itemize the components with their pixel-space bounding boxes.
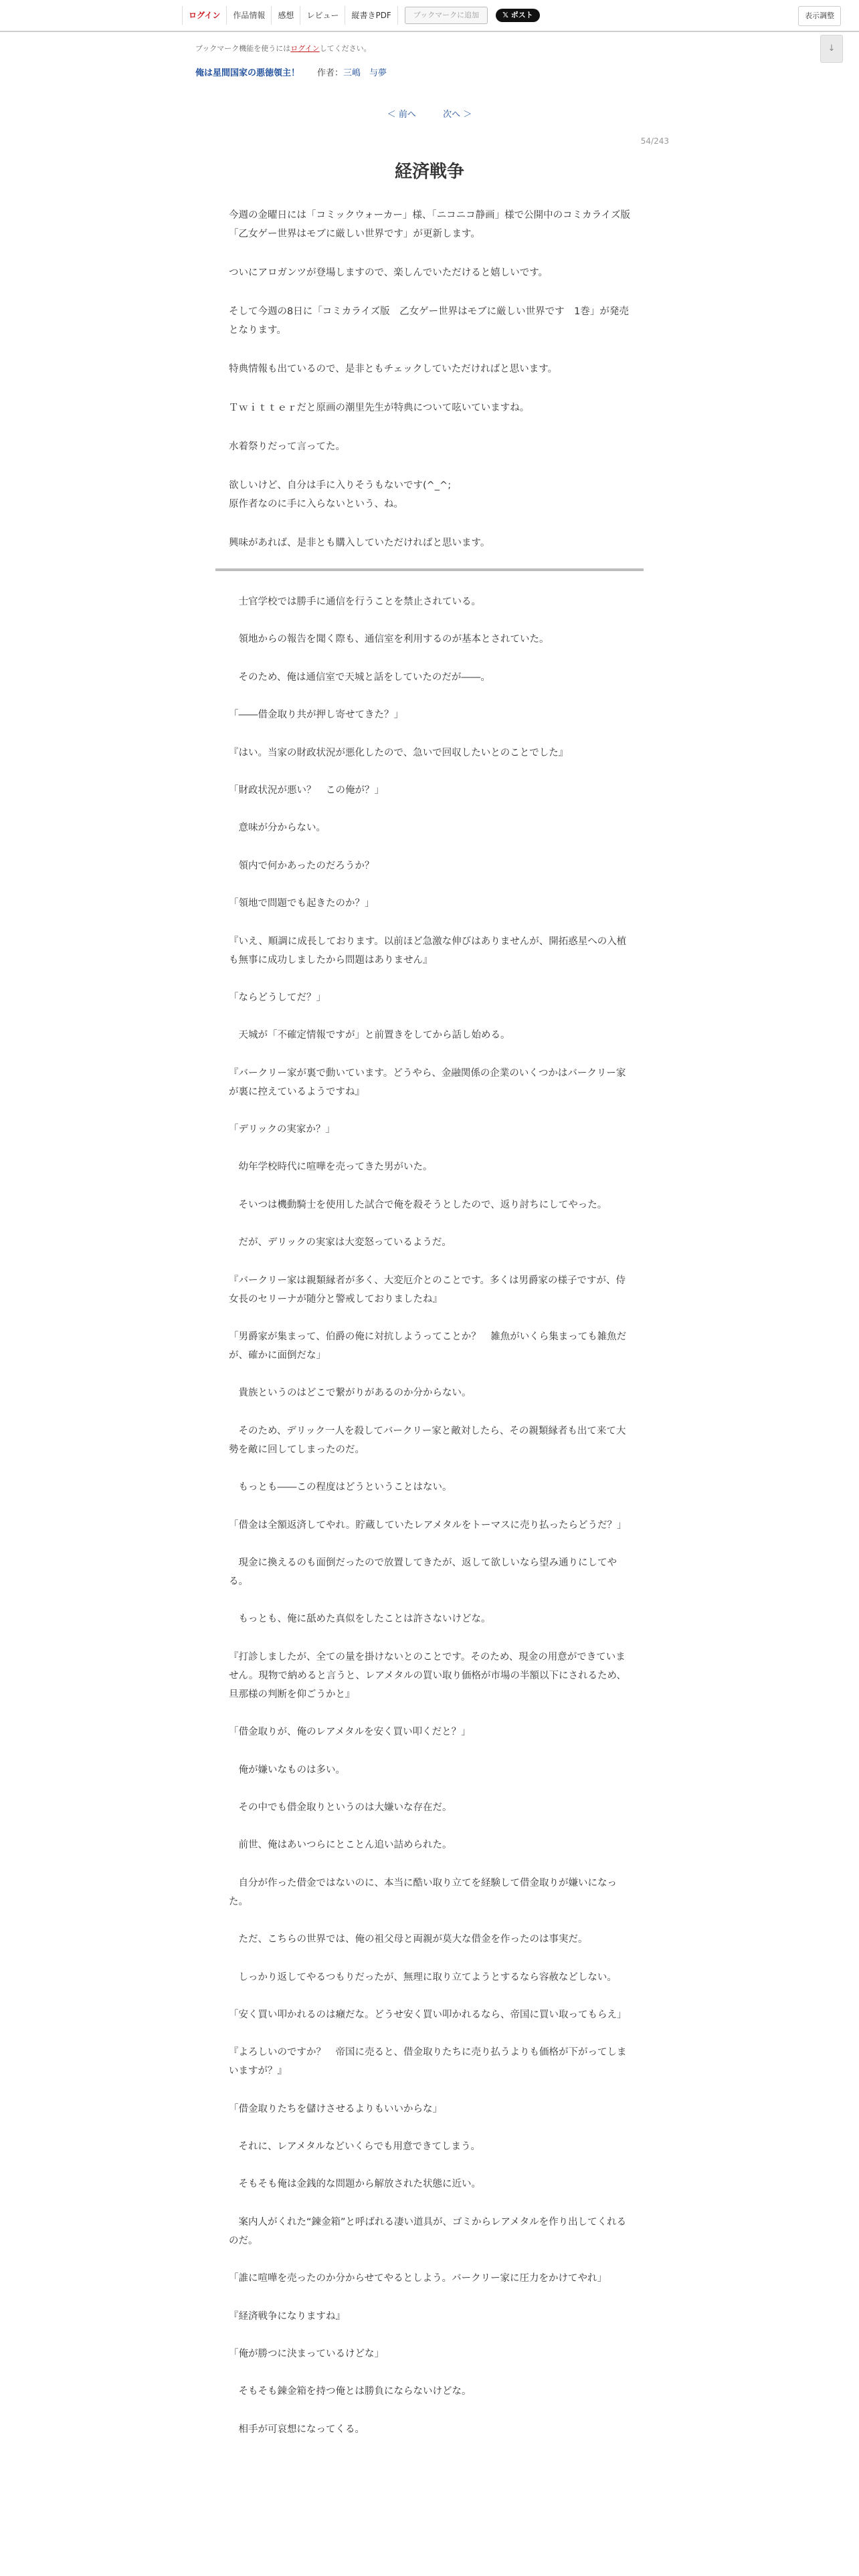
preface-paragraph: 興味があれば、是非とも購入していただければと思います。 <box>229 538 490 548</box>
body-paragraph: 案内人がくれた“錬金箱”と呼ばれる凄い道具が、ゴミからレアメタルを作り出してくれるのだ。 <box>229 2216 627 2246</box>
add-bookmark-button[interactable]: ブックマークに追加 <box>405 7 488 24</box>
body-paragraph: そいつは機動騎士を使用した試合で俺を殺そうとしたので、返り討ちにしてやった。 <box>229 1199 607 1210</box>
chapter-body <box>229 593 630 2458</box>
body-paragraph: だが、デリックの実家は大変怒っているようだ。 <box>229 1237 452 1249</box>
work-info-link[interactable]: 作品情報 <box>226 6 271 25</box>
episode-counter: 54/243 <box>640 136 669 146</box>
prev-episode-link[interactable]: ＜ 前へ <box>387 110 416 120</box>
body-paragraph: もっとも、俺に舐めた真似をしたことは許さないけどな。 <box>229 1614 491 1625</box>
body-paragraph: 「ならどうしてだ？」 <box>229 992 326 1003</box>
body-paragraph: しっかり返してやるつもりだったが、無理に取り立てようとするなら容赦などしない。 <box>229 1971 617 1983</box>
body-paragraph: ただ、こちらの世界では、俺の祖父母と両親が莫大な借金を作ったのは事実だ。 <box>229 1934 588 1945</box>
body-paragraph: 領内で何かあったのだろうか？ <box>229 860 375 871</box>
body-paragraph: 「借金は全額返済してやれ。貯蔵していたレアメタルをトーマスに売り払ったらどうだ？」 <box>229 1519 627 1531</box>
preface-divider <box>215 568 644 571</box>
body-paragraph: そのため、デリック一人を殺してバークリー家と敵対したら、その親類縁者も出て来て大勢を敵に回してしまったのだ。 <box>229 1425 626 1455</box>
body-paragraph: 「借金取りが、俺のレアメタルを安く買い叩くだと？」 <box>229 1727 471 1738</box>
body-paragraph: 『よろしいのですか？ 帝国に売ると、借金取りたちに売り払うよりも価格が下がってしまいますが？』 <box>229 2047 627 2077</box>
body-paragraph: 自分が作った借金ではないのに、本当に酷い取り立てを経験して借金取りが嫌いになった。 <box>229 1877 617 1907</box>
notice-login-link[interactable]: ログイン <box>290 44 320 53</box>
body-paragraph: 「誰に喧嘩を売ったのか分からせてやるとしよう。バークリー家に圧力をかけてやれ」 <box>229 2273 607 2284</box>
body-paragraph: 「借金取りたちを儲けさせるよりもいいからな」 <box>229 2103 442 2115</box>
body-paragraph: 『はい。当家の財政状況が悪化したので、急いで回収したいとのことでした』 <box>229 747 569 758</box>
author-label: 作者： <box>317 68 344 78</box>
body-paragraph: 『バークリー家が裏で動いています。どうやら、金融関係の企業のいくつかはバークリー家が裏に控えているようですね』 <box>229 1067 626 1097</box>
preface-paragraph: そして今週の8日に「コミカライズ版 乙女ゲー世界はモブに厳しい世界です 1巻」が発売となります。 <box>229 306 629 336</box>
pager <box>0 107 859 120</box>
vertical-pdf-link[interactable]: 縦書きPDF <box>345 6 397 25</box>
body-paragraph: 天城が「不確定情報ですが」と前置きをしてから話し始める。 <box>229 1030 510 1041</box>
body-paragraph: 前世、俺はあいつらにとことん追い詰められた。 <box>229 1840 452 1851</box>
main-nav <box>182 6 540 25</box>
login-notice <box>195 43 371 53</box>
body-paragraph: 意味が分からない。 <box>229 823 326 834</box>
body-paragraph: 現金に換えるのも面倒だったので放置してきたが、返して欲しいなら望み通りにしてやる。 <box>229 1557 617 1587</box>
body-paragraph: もっとも――この程度はどうということはない。 <box>229 1482 452 1493</box>
preface-paragraph: 特典情報も出ているので、是非ともチェックしていただければと思います。 <box>229 364 558 374</box>
login-link[interactable]: ログイン <box>182 6 226 25</box>
next-episode-link[interactable]: 次へ ＞ <box>443 110 472 120</box>
body-paragraph: 「領地で問題でも起きたのか？」 <box>229 898 375 909</box>
scroll-down-button[interactable] <box>820 35 843 63</box>
arrow-down-icon: ↓ <box>828 43 836 53</box>
body-paragraph: 「安く買い叩かれるのは癪だな。どうせ安く買い叩かれるなら、帝国に買い取ってもらえ」 <box>229 2009 627 2020</box>
preface <box>229 206 630 572</box>
notice-suffix: してください。 <box>319 44 371 53</box>
body-paragraph: 『バークリー家は親類縁者が多く、大変厄介とのことです。多くは男爵家の様子ですが、侍女長のセリーナが随分と警戒しておりましたね』 <box>229 1275 626 1305</box>
series-title-link[interactable]: 俺は星間国家の悪徳領主！ <box>195 68 300 78</box>
body-paragraph: 貴族というのはどこで繋がりがあるのか分からない。 <box>229 1388 472 1399</box>
body-paragraph: 「俺が勝つに決まっているけどな」 <box>229 2349 384 2360</box>
body-paragraph: 幼年学校時代に喧嘩を売ってきた男がいた。 <box>229 1162 433 1173</box>
body-paragraph: 「財政状況が悪い？ この俺が？」 <box>229 784 384 796</box>
author-link[interactable]: 三嶋 与夢 <box>343 68 387 78</box>
preface-paragraph: 欲しいけど、自分は手に入りそうもないです(^_^; 原作者なのに手に入らないという、ね。 <box>229 480 452 510</box>
body-paragraph: 士官学校では勝手に通信を行うことを禁止されている。 <box>229 597 481 607</box>
series-header <box>195 66 387 78</box>
body-paragraph: 「デリックの実家か？」 <box>229 1124 335 1136</box>
body-paragraph: 相手が可哀想になってくる。 <box>229 2424 365 2435</box>
chapter-title: 経済戦争 <box>394 162 464 182</box>
body-paragraph: その中でも借金取りというのは大嫌いな存在だ。 <box>229 1802 452 1813</box>
body-paragraph: 『経済戦争になりますね』 <box>229 2311 345 2322</box>
body-paragraph: 領地からの報告を聞く際も、通信室を利用するのが基本とされていた。 <box>229 634 549 645</box>
body-paragraph: 俺が嫌いなものは多い。 <box>229 1764 345 1776</box>
body-paragraph: それに、レアメタルなどいくらでも用意できてしまう。 <box>229 2141 480 2153</box>
body-paragraph: そもそも錬金箱を持つ俺とは勝負にならないけどな。 <box>229 2386 472 2397</box>
preface-paragraph: 水着祭りだって言ってた。 <box>229 441 345 452</box>
body-paragraph: 「――借金取り共が押し寄せてきた？」 <box>229 710 403 721</box>
body-paragraph: そもそも俺は金銭的な問題から解放された状態に近い。 <box>229 2179 481 2190</box>
preface-paragraph: ついにアロガンツが登場しますので、楽しんでいただけると嬉しいです。 <box>229 267 549 278</box>
preface-paragraph: 今週の金曜日には「コミックウォーカー」様、「ニコニコ静画」様で公開中のコミカライズ版「乙女ゲー世界はモブに厳しい世界です」が更新します。 <box>229 210 631 239</box>
top-bar <box>0 0 859 32</box>
review-link[interactable]: レビュー <box>300 6 345 25</box>
body-paragraph: そのため、俺は通信室で天城と話をしていたのだが――。 <box>229 671 490 683</box>
body-paragraph: 『いえ、順調に成長しております。以前ほど急激な伸びはありませんが、開拓惑星への入植も無事に成功しましたから問題はありません』 <box>229 936 627 966</box>
body-paragraph: 『打診しましたが、全ての量を掛けないとのことです。そのため、現金の用意ができていません。現物で納めると言うと、レアメタルの買い取り価格が市場の半額以下にされるため、旦那様の判断を仰ごうかと』 <box>229 1651 626 1700</box>
x-post-button[interactable]: 𝕏 ポスト <box>496 9 540 22</box>
notice-prefix: ブックマーク機能を使うには <box>195 44 291 53</box>
body-paragraph: 「男爵家が集まって、伯爵の俺に対抗しようってことか？ 雑魚がいくら集まっても雑魚だが、確かに面倒だな」 <box>229 1331 627 1362</box>
impressions-link[interactable]: 感想 <box>271 6 300 25</box>
preface-paragraph: Ｔｗｉｔｔｅｒだと原画の潮里先生が特典について呟いていますね。 <box>229 403 530 413</box>
display-settings-button[interactable]: 表示調整 <box>798 6 841 26</box>
